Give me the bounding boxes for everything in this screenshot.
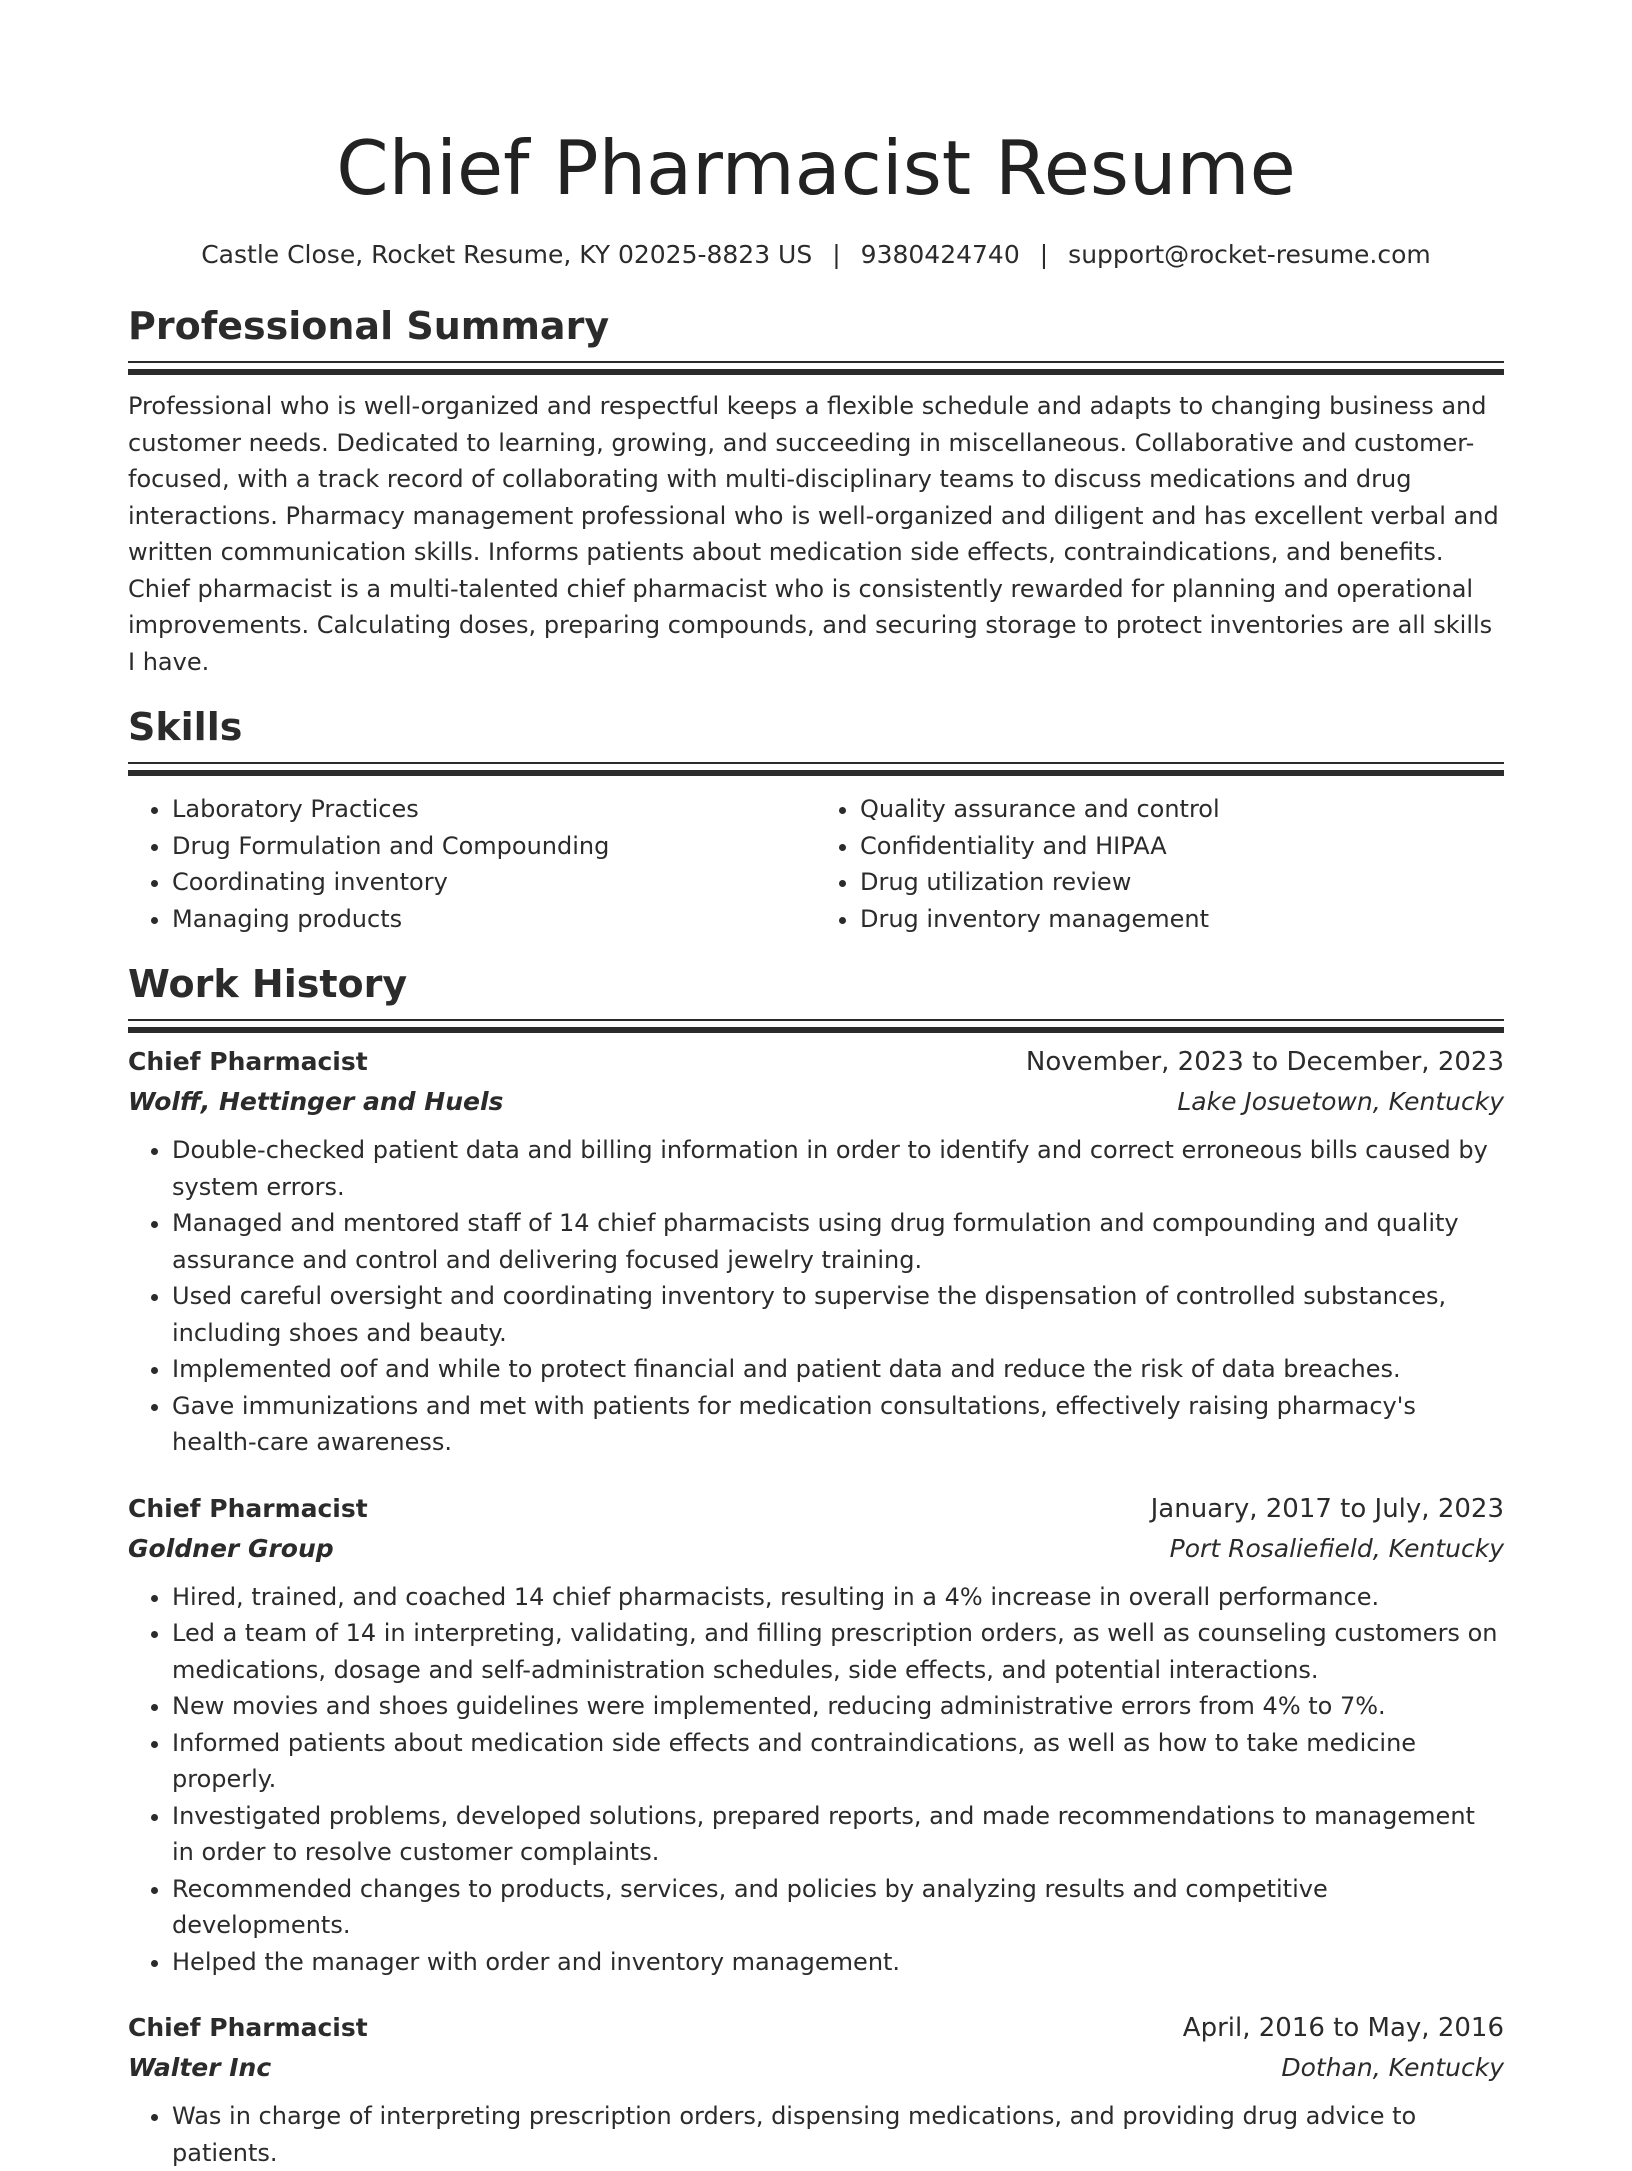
job-bullet: • Hired, trained, and coached 14 chief pharmacists, resulting in a 4% increase in overall performance. [172,1579,1504,1616]
job-bullet: • Helped the manager with order and inventory management. [172,1944,1504,1981]
skill-item: • Managing products [172,901,816,938]
job-company: Goldner Group [128,1533,334,1563]
contact-phone: 9380424740 [860,240,1020,269]
skills-list-right [816,791,1504,937]
job-title: Chief Pharmacist [128,2013,368,2042]
section-divider [128,762,1504,777]
job-entry [128,1042,1504,1461]
skills-section [128,702,1504,937]
skills-list-left [128,791,816,937]
skill-item: • Laboratory Practices [172,791,816,828]
job-company: Wolff, Hettinger and Huels [128,1087,504,1116]
job-location: Lake Josuetown, Kentucky [1177,1087,1504,1116]
job-entry [128,1489,1504,1981]
job-title: Chief Pharmacist [128,1493,368,1523]
summary-text: Professional who is well-organized and respectful keeps a flexible schedule and adapts to changing business and customer needs. Dedicated to learning, growing, and succeeding in miscellaneous. Collaborative and customer-focused, with a track record of collaborating with multi-disciplinary teams to discuss medications and drug interactions. Pharmacy management professional who is well-organized and diligent and has excellent verbal and written communication skills. Informs patients about medication side effects, contraindications, and benefits. Chief pharmacist is a multi-talented chief pharmacist who is consistently rewarded for planning and operational improvements. Calculating doses, preparing compounds, and securing storage to protect inventories are all skills I have. [128,392,1499,676]
job-subheader [128,1082,1504,1122]
job-bullet: • Led a team of 14 in interpreting, validating, and filling prescription orders, as well as counseling customers on medications, dosage and self-administration schedules, side effects, and potential interactions. [172,1615,1504,1688]
job-subheader [128,1529,1504,1569]
skill-item: • Coordinating inventory [172,864,816,901]
job-bullet: • Was in charge of interpreting prescription orders, dispensing medications, and providing drug advice to patients. [172,2098,1504,2171]
summary-heading: Professional Summary [128,304,610,348]
job-header [128,2008,1504,2048]
job-company: Walter Inc [128,2053,272,2082]
work-section [128,959,1504,2171]
skill-item: • Drug utilization review [860,864,1504,901]
job-bullet: • Used careful oversight and coordinating inventory to supervise the dispensation of controlled substances, including shoes and beauty. [172,1278,1504,1351]
job-bullet: • Double-checked patient data and billing information in order to identify and correct erroneous bills caused by system errors. [172,1132,1504,1205]
job-title: Chief Pharmacist [128,1047,368,1076]
job-location: Dothan, Kentucky [1281,2053,1504,2082]
job-bullet: • Implemented oof and while to protect financial and patient data and reduce the risk of data breaches. [172,1351,1504,1388]
job-bullet: • Managed and mentored staff of 14 chief pharmacists using drug formulation and compounding and quality assurance and control and delivering focused jewelry training. [172,1205,1504,1278]
contact-address: Castle Close, Rocket Resume, KY 02025-8823 US [201,240,813,269]
job-bullet: • Gave immunizations and met with patients for medication consultations, effectively raising pharmacy's health-care awareness. [172,1388,1504,1461]
section-divider [128,361,1504,376]
job-header [128,1042,1504,1082]
contact-line [128,238,1504,272]
job-bullets [128,1579,1504,1981]
job-header [128,1489,1504,1529]
job-bullet: • New movies and shoes guidelines were implemented, reducing administrative errors from 4% to 7%. [172,1688,1504,1725]
job-bullet: • Informed patients about medication side effects and contraindications, as well as how to take medicine properly. [172,1725,1504,1798]
job-dates: January, 2017 to July, 2023 [1150,1493,1504,1524]
skill-item: • Quality assurance and control [860,791,1504,828]
skill-item: • Drug inventory management [860,901,1504,938]
work-heading: Work History [128,962,408,1006]
summary-section [128,301,1504,680]
job-location: Port Rosaliefield, Kentucky [1169,1533,1504,1563]
contact-separator: | [832,240,841,269]
job-bullets [128,1132,1504,1461]
job-bullets [128,2098,1504,2171]
skill-item: • Confidentiality and HIPAA [860,828,1504,865]
job-entry [128,2008,1504,2171]
skills-columns [128,791,1504,937]
contact-email: support@rocket-resume.com [1068,240,1431,269]
resume-title: Chief Pharmacist Resume [336,124,1296,212]
section-divider [128,1019,1504,1034]
job-bullet: • Investigated problems, developed solutions, prepared reports, and made recommendations to management in order to resolve customer complaints. [172,1798,1504,1871]
skills-heading: Skills [128,705,243,749]
job-bullet: • Recommended changes to products, services, and policies by analyzing results and competitive developments. [172,1871,1504,1944]
job-subheader [128,2048,1504,2088]
skill-item: • Drug Formulation and Compounding [172,828,816,865]
job-dates: April, 2016 to May, 2016 [1182,2013,1504,2043]
contact-separator: | [1039,240,1049,269]
job-dates: November, 2023 to December, 2023 [1025,1047,1504,1077]
